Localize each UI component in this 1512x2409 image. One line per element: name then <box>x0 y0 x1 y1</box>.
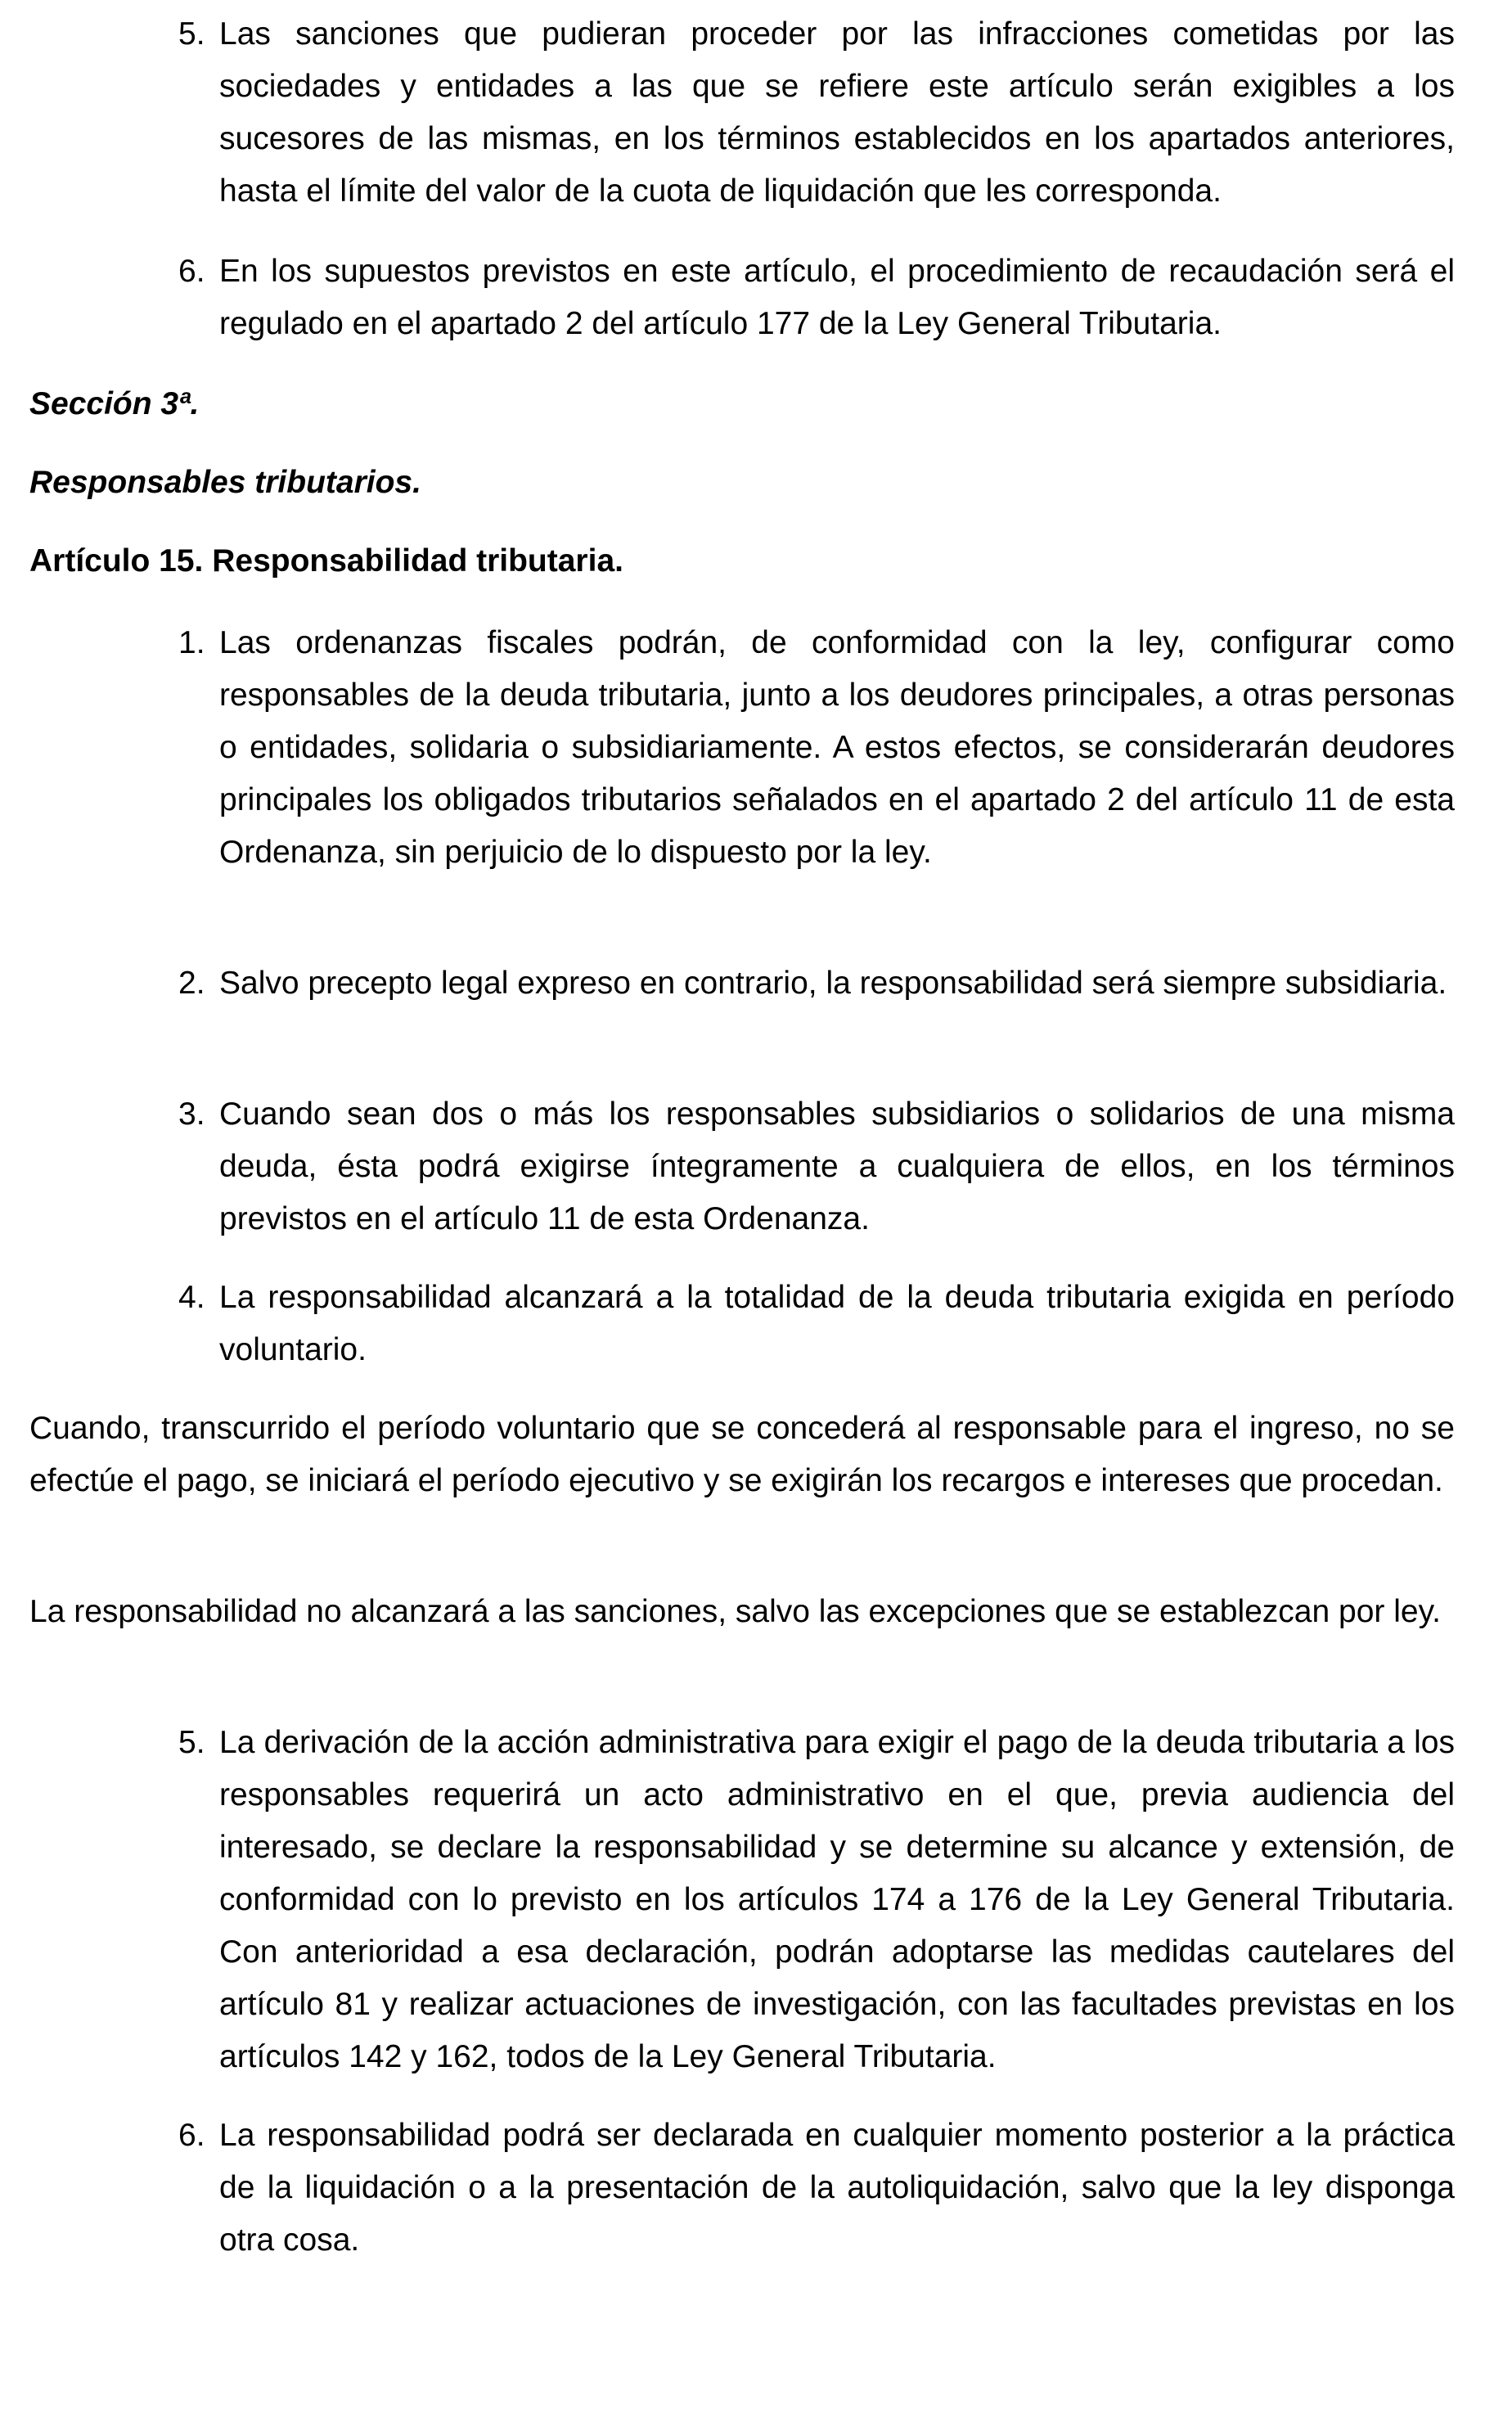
list-item-number: 5. <box>178 1725 205 1760</box>
list-item <box>178 1717 1455 2083</box>
list-item <box>178 2110 1455 2267</box>
article-title: Artículo 15. Responsabilidad tributaria. <box>29 543 623 579</box>
list-item-text: Salvo precepto legal expreso en contrario, la responsabilidad será siempre subsidiaria. <box>219 966 1447 1001</box>
list-item-number: 1. <box>178 625 205 660</box>
list-item <box>178 8 1455 218</box>
list-item-number: 4. <box>178 1280 205 1315</box>
list-item-text: Las ordenanzas fiscales podrán, de conformidad con la ley, configurar como responsables de la deuda tributaria, junto a los deudores principales, a otras personas o entidades, solidaria o subsidiariamente. A estos efectos, se considerarán deudores principales los obligados tributarios señalados en el apartado 2 del artículo 11 de esta Ordenanza, sin perjuicio de lo dispuesto por la ley. <box>219 625 1455 870</box>
list-item <box>178 245 1455 350</box>
list-item-text: La responsabilidad podrá ser declarada en cualquier momento posterior a la práctica de la liquidación o a la presentación de la autoliquidación, salvo que la ley disponga otra cosa. <box>219 2118 1455 2258</box>
paragraph: La responsabilidad no alcanzará a las sanciones, salvo las excepciones que se establezcan por ley. <box>29 1594 1442 1629</box>
list-item <box>178 1272 1455 1376</box>
list-item-number: 2. <box>178 966 205 1001</box>
list-item <box>178 1088 1455 1245</box>
section-title: Responsables tributarios. <box>29 465 421 500</box>
list-item-text: Las sanciones que pudieran proceder por las infracciones cometidas por las sociedades y entidades a las que se refiere este artículo serán exigibles a los sucesores de las mismas, en los términos establecidos en los apartados anteriores, hasta el límite del valor de la cuota de liquidación que les corresponda. <box>219 16 1455 209</box>
list-item-text: Cuando sean dos o más los responsables subsidiarios o solidarios de una misma deuda, ésta podrá exigirse íntegramente a cualquiera de ellos, en los términos previstos en el artículo 11 de esta Ordenanza. <box>219 1096 1455 1236</box>
list-item-text: La responsabilidad alcanzará a la totalidad de la deuda tributaria exigida en período voluntario. <box>219 1280 1455 1367</box>
list-item-number: 5. <box>178 16 205 52</box>
list-item-number: 6. <box>178 254 205 289</box>
list-item-text: La derivación de la acción administrativa para exigir el pago de la deuda tributaria a los responsables requerirá un acto administrativo en el que, previa audiencia del interesado, se declare la responsabilidad y se determine su alcance y extensión, de conformidad con lo previsto en los artículos 174 a 176 de la Ley General Tributaria. Con anterioridad a esa declaración, podrán adoptarse las medidas cautelares del artículo 81 y realizar actuaciones de investigación, con las facultades previstas en los artículos 142 y 162, todos de la Ley General Tributaria. <box>219 1725 1455 2074</box>
section-label: Sección 3ª. <box>29 386 200 421</box>
list-item-number: 6. <box>178 2118 205 2153</box>
list-item-text: En los supuestos previstos en este artículo, el procedimiento de recaudación será el regulado en el apartado 2 del artículo 177 de la Ley General Tributaria. <box>219 254 1455 341</box>
paragraph: Cuando, transcurrido el período voluntario que se concederá al responsable para el ingreso, no se efectúe el pago, se iniciará el período ejecutivo y se exigirán los recargos e intereses que procedan. <box>29 1411 1455 1498</box>
list-item <box>178 617 1455 879</box>
list-item-number: 3. <box>178 1096 205 1132</box>
list-item <box>178 957 1455 1010</box>
